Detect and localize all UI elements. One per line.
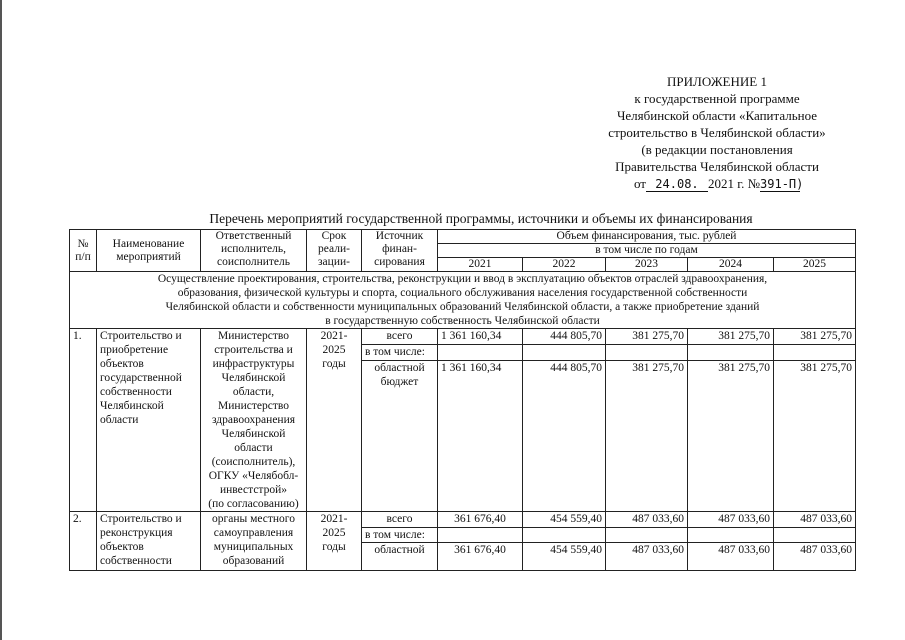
- row-num: 2.: [70, 512, 97, 571]
- appendix-date-line: [587, 175, 847, 192]
- header-term: Срок реали-зации-: [307, 230, 362, 272]
- from-prefix: от: [633, 176, 646, 191]
- row-term: 2021- 2025 годы: [307, 329, 362, 512]
- year-value: 487 033,60: [774, 512, 856, 528]
- source-incl-label: в том числе:: [362, 345, 438, 360]
- financing-table: [69, 229, 856, 571]
- header-volume: Объем финансирования, тыс. рублей: [438, 230, 856, 244]
- source-total-label: всего: [362, 512, 438, 528]
- page-edge-line: [0, 0, 2, 640]
- year-value: 381 275,70: [606, 360, 688, 511]
- year-value: 487 033,60: [688, 512, 774, 528]
- header-year: 2024: [688, 258, 774, 272]
- header-source: Источник финан-сирования: [362, 230, 438, 272]
- section-heading: [70, 272, 856, 329]
- header-year: 2025: [774, 258, 856, 272]
- budget-value: 1 361 160,34: [438, 360, 523, 511]
- appendix-line: к государственной программе: [634, 91, 800, 106]
- row-num: 1.: [70, 329, 97, 512]
- header-executor: Ответственный исполнитель, соисполнитель: [201, 230, 307, 272]
- year-value: 444 805,70: [523, 329, 606, 345]
- header-year: 2021: [438, 258, 523, 272]
- row-name: Строительство и приобретение объектов государственной собственности Челябинской области: [97, 329, 201, 512]
- total-value: 361 676,40: [438, 512, 523, 528]
- row-executor: органы местного самоуправления муниципальных образований: [201, 512, 307, 571]
- appendix-title: ПРИЛОЖЕНИЕ 1: [667, 74, 767, 89]
- decree-date: 24.08.: [646, 177, 708, 192]
- year-value: 487 033,60: [688, 543, 774, 571]
- header-num: № п/п: [70, 230, 97, 272]
- appendix-line: строительство в Челябинской области»: [608, 125, 826, 140]
- row-term: 2021- 2025 годы: [307, 512, 362, 571]
- total-value: 1 361 160,34: [438, 329, 523, 345]
- year-value: 381 275,70: [774, 329, 856, 345]
- decree-number: 391-П): [760, 177, 804, 191]
- year-value: 487 033,60: [606, 543, 688, 571]
- source-budget-label: областной бюджет: [362, 360, 438, 511]
- header-name: Наименование мероприятий: [97, 230, 201, 272]
- year-value: 381 275,70: [774, 360, 856, 511]
- year-value: 487 033,60: [774, 543, 856, 571]
- budget-value: 361 676,40: [438, 543, 523, 571]
- year-value: 381 275,70: [688, 360, 774, 511]
- year-value: 454 559,40: [523, 512, 606, 528]
- appendix-header: [587, 73, 847, 192]
- source-budget-label: областной: [362, 543, 438, 571]
- decree-year: 2021 г. №: [707, 176, 761, 191]
- year-value: 444 805,70: [523, 360, 606, 511]
- appendix-line: Правительства Челябинской области: [615, 159, 819, 174]
- header-by-year: в том числе по годам: [438, 244, 856, 258]
- appendix-line: Челябинской области «Капитальное: [616, 108, 818, 123]
- section-line: образования, физической культуры и спорта, социального обслуживания населения государственной собственности: [177, 287, 748, 299]
- header-year: 2023: [606, 258, 688, 272]
- year-value: 381 275,70: [606, 329, 688, 345]
- table-row: [70, 512, 856, 528]
- table-row: [70, 329, 856, 345]
- document-title: Перечень мероприятий государственной программы, источники и объемы их финансирования: [209, 211, 753, 226]
- row-executor: Министерство строительства и инфраструктуры Челябинской области, Министерство здравоохранения Челябинской области (соисполнитель), ОГКУ «Челябобл- инвестстрой» (по согласованию): [201, 329, 307, 512]
- year-value: 487 033,60: [606, 512, 688, 528]
- year-value: 381 275,70: [688, 329, 774, 345]
- appendix-line: (в редакции постановления: [641, 142, 793, 157]
- source-incl-label: в том числе:: [362, 528, 438, 543]
- source-total-label: всего: [362, 329, 438, 345]
- section-line: Осуществление проектирования, строительства, реконструкции и ввод в эксплуатацию объектов отраслей здравоохранения,: [157, 273, 768, 285]
- section-line: Челябинской области и собственности муниципальных образований Челябинской области, а также приобретение зданий: [165, 301, 760, 313]
- year-value: 454 559,40: [523, 543, 606, 571]
- row-name: Строительство и реконструкция объектов собственности: [97, 512, 201, 571]
- header-year: 2022: [523, 258, 606, 272]
- section-line: в государственную собственность Челябинской области: [325, 315, 600, 327]
